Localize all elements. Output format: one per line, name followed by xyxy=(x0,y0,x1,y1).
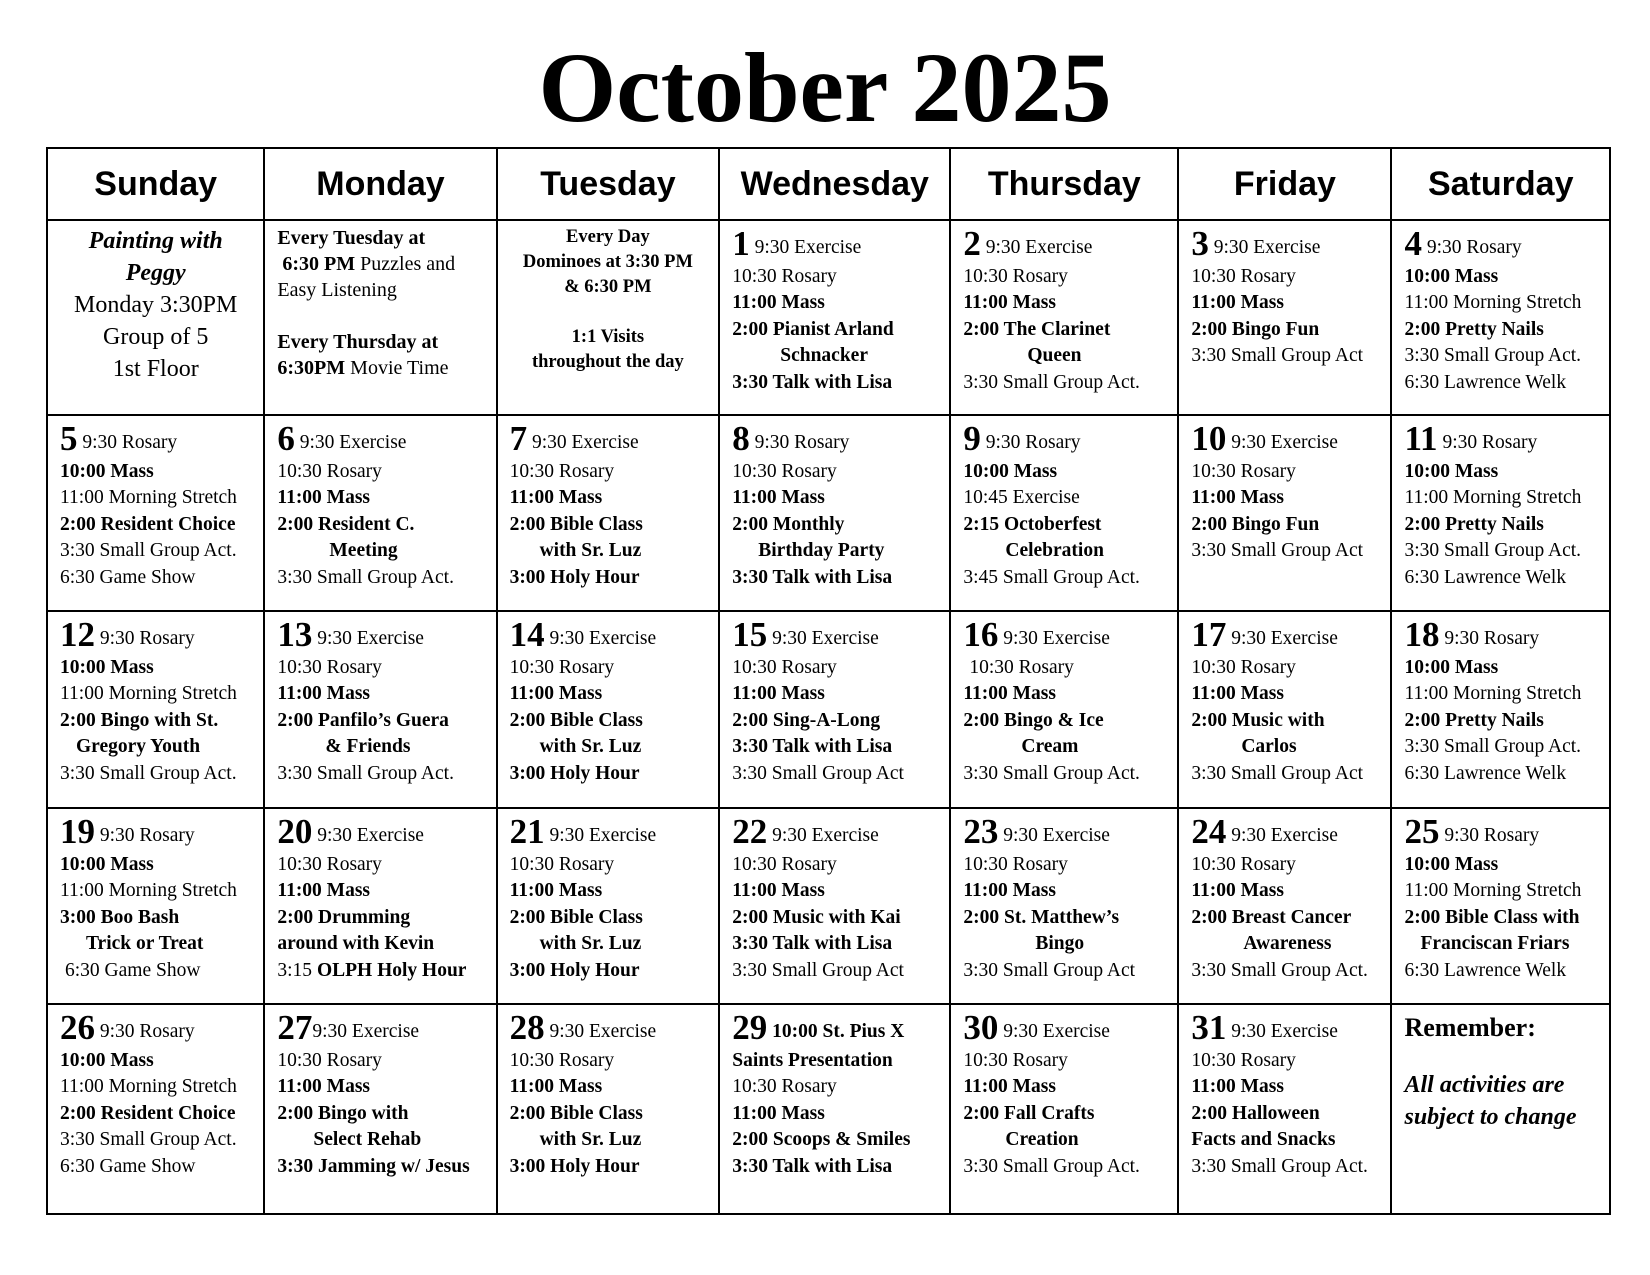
activity: 10:30 Rosary xyxy=(277,1049,382,1071)
activity: 2:00 Resident Choice xyxy=(60,1102,236,1124)
activity: 3:30 Small Group Act. xyxy=(277,566,454,588)
weekday-header-monday: Monday xyxy=(264,148,496,220)
activity: 3:30 Small Group Act. xyxy=(60,540,237,561)
note-line: 1:1 Visits xyxy=(571,327,645,347)
activity: Cream xyxy=(1021,736,1079,757)
day-cell-28 xyxy=(497,1004,720,1214)
activity: 2:00 Bible Class xyxy=(509,1102,643,1124)
day-number: 10 xyxy=(1191,419,1227,458)
activity: 2:00 St. Matthew’s xyxy=(963,906,1120,928)
activity: 2:00 Resident C. xyxy=(277,513,415,535)
day-cell-14 xyxy=(497,611,720,808)
activity: with Sr. Luz xyxy=(539,540,642,561)
day-cell-18 xyxy=(1391,611,1610,808)
activity: 3:30 Small Group Act xyxy=(1191,540,1364,561)
day-number: 21 xyxy=(509,812,545,851)
activity: 2:00 Bingo with xyxy=(277,1102,409,1124)
day-cell-4 xyxy=(1391,220,1610,415)
activity: 11:00 Mass xyxy=(1191,1076,1284,1097)
day-number: 6 xyxy=(277,419,295,458)
note-line: Group of 5 xyxy=(103,324,209,350)
activity: 9:30 Exercise xyxy=(772,628,879,649)
activity: 9:30 Exercise xyxy=(985,237,1093,258)
activity: 11:00 Morning Stretch xyxy=(1404,292,1582,313)
week-row-1 xyxy=(47,220,1610,415)
activity: 9:30 Exercise xyxy=(1231,432,1338,453)
activity: 11:00 Morning Stretch xyxy=(60,683,237,704)
note-line: Dominoes at 3:30 PM xyxy=(522,252,693,272)
activity: 11:00 Mass xyxy=(509,683,603,704)
day-cell-24 xyxy=(1178,808,1391,1004)
weekday-header-sunday: Sunday xyxy=(47,148,264,220)
activity: 6:30 Game Show xyxy=(60,1155,196,1177)
activity: Trick or Treat xyxy=(86,933,204,954)
activity: 11:00 Morning Stretch xyxy=(1404,487,1582,508)
day-number: 3 xyxy=(1191,224,1209,263)
activity: 10:30 Rosary xyxy=(509,853,615,875)
activity: 6:30 Lawrence Welk xyxy=(1404,959,1567,981)
note-line: Easy Listening xyxy=(277,279,397,301)
day-cell-13 xyxy=(264,611,496,808)
weekday-header-wednesday: Wednesday xyxy=(719,148,950,220)
page-title: October 2025 xyxy=(538,32,1112,143)
activity: 9:30 Exercise xyxy=(317,628,424,649)
activity: Saints Presentation xyxy=(732,1049,893,1071)
note-line: Movie Time xyxy=(345,357,449,379)
activity: 10:30 Rosary xyxy=(1191,1049,1296,1071)
weekday-header-friday: Friday xyxy=(1178,148,1391,220)
day-number: 16 xyxy=(963,615,999,654)
activity: Meeting xyxy=(329,540,398,561)
activity: 10:30 Rosary xyxy=(277,853,382,875)
activity: Schnacker xyxy=(780,345,868,366)
activity: 10:00 Mass xyxy=(1404,265,1499,287)
day-number: 15 xyxy=(732,615,768,654)
note-line: & 6:30 PM xyxy=(564,277,652,297)
day-number: 19 xyxy=(60,812,95,851)
day-cell-19 xyxy=(47,808,264,1004)
activity: 11:00 Mass xyxy=(732,292,825,313)
activity: 10:30 Rosary xyxy=(1191,853,1296,875)
activity: 3:30 Talk with Lisa xyxy=(732,566,893,588)
activity: 11:00 Mass xyxy=(1191,487,1284,508)
activity: around with Kevin xyxy=(277,933,435,954)
day-number: 12 xyxy=(60,615,95,654)
activity: 10:30 Rosary xyxy=(1191,460,1296,482)
activity: 11:00 Mass xyxy=(277,683,371,704)
activity: 9:30 Exercise xyxy=(299,432,407,453)
activity: 11:00 Mass xyxy=(732,1102,825,1124)
activity: 10:00 Mass xyxy=(1404,460,1499,482)
activity: 9:30 Rosary xyxy=(99,628,195,649)
activity: 10:30 Rosary xyxy=(963,1049,1068,1071)
activity: Franciscan Friars xyxy=(1420,933,1570,954)
activity: 11:00 Mass xyxy=(963,880,1056,901)
activity: 3:30 Small Group Act xyxy=(732,762,904,784)
activity: 2:00 Bingo & Ice xyxy=(963,709,1104,731)
activity: Birthday Party xyxy=(758,540,885,561)
activity: 10:30 Rosary xyxy=(509,656,615,678)
day-number: 26 xyxy=(60,1008,95,1047)
day-number: 28 xyxy=(509,1008,545,1047)
activity: 10:30 Rosary xyxy=(1191,656,1296,678)
activity: 6:30 Lawrence Welk xyxy=(1404,762,1567,784)
day-number: 1 xyxy=(732,224,750,263)
activity: 9:30 Exercise xyxy=(1003,825,1110,846)
day-cell-25 xyxy=(1391,808,1610,1004)
activity: with Sr. Luz xyxy=(539,1129,642,1150)
day-cell-20 xyxy=(264,808,496,1004)
activity: 11:00 Mass xyxy=(277,880,371,901)
note-cell-monday xyxy=(264,220,496,415)
day-number: 17 xyxy=(1191,615,1227,654)
activity: 2:00 Pretty Nails xyxy=(1404,513,1544,535)
activity: 2:00 Scoops & Smiles xyxy=(732,1129,911,1150)
activity: 11:00 Mass xyxy=(732,880,825,901)
activity: 9:30 Rosary xyxy=(1444,628,1540,649)
activity: 6:30 Lawrence Welk xyxy=(1404,566,1567,588)
activity: 2:00 Bingo Fun xyxy=(1191,513,1320,535)
activity: 9:30 Exercise xyxy=(754,237,862,258)
note-line: Every Day xyxy=(566,227,650,247)
activity: 11:00 Mass xyxy=(277,1076,371,1097)
note-line: Every Tuesday at xyxy=(277,227,426,249)
activity: 11:00 Mass xyxy=(509,880,603,901)
day-cell-29 xyxy=(719,1004,950,1214)
note-title: Peggy xyxy=(125,260,186,286)
activity: 10:30 Rosary xyxy=(509,460,615,482)
activity: 3:00 Holy Hour xyxy=(509,566,640,588)
day-cell-8 xyxy=(719,415,950,611)
activity: 2:00 Bingo with St. xyxy=(60,709,219,731)
activity: 3:30 Talk with Lisa xyxy=(732,933,893,954)
activity: 11:00 Mass xyxy=(1191,683,1284,704)
activity: 11:00 Morning Stretch xyxy=(60,1076,237,1097)
activity: Awareness xyxy=(1243,933,1332,954)
activity: OLPH Holy Hour xyxy=(316,959,467,981)
note-line: throughout the day xyxy=(531,352,684,372)
day-cell-1 xyxy=(719,220,950,415)
activity: Creation xyxy=(1005,1129,1079,1150)
activity: 9:30 Exercise xyxy=(1231,825,1338,846)
activity: 9:30 Rosary xyxy=(99,825,195,846)
activity: 3:30 Talk with Lisa xyxy=(732,371,893,393)
activity: 3:30 Small Group Act. xyxy=(963,371,1140,393)
activity: 11:00 Mass xyxy=(732,683,825,704)
day-number: 29 xyxy=(732,1008,768,1047)
day-cell-21 xyxy=(497,808,720,1004)
activity: 10:30 Rosary xyxy=(277,460,382,482)
activity: 9:30 Exercise xyxy=(1231,628,1338,649)
day-cell-5 xyxy=(47,415,264,611)
activity: 9:30 Rosary xyxy=(1426,237,1522,258)
day-number: 5 xyxy=(60,419,78,458)
activity: & Friends xyxy=(325,736,411,757)
day-number: 22 xyxy=(732,812,768,851)
activity: Gregory Youth xyxy=(76,736,201,757)
activity: 3:00 Holy Hour xyxy=(509,959,640,981)
weekday-header-saturday: Saturday xyxy=(1391,148,1610,220)
activity: 2:15 Octoberfest xyxy=(963,513,1102,535)
activity: 9:30 Rosary xyxy=(754,432,850,453)
note-line: 1st Floor xyxy=(112,356,199,382)
activity: with Sr. Luz xyxy=(539,933,642,954)
note-cell-tuesday xyxy=(497,220,720,415)
activity: 11:00 Mass xyxy=(963,292,1056,313)
activity: 9:30 Rosary xyxy=(985,432,1081,453)
activity: 11:00 Mass xyxy=(1191,292,1284,313)
activity: 2:00 Resident Choice xyxy=(60,513,236,535)
activity: 11:00 Mass xyxy=(277,487,371,508)
remember-heading: Remember: xyxy=(1404,1013,1536,1042)
day-number: 25 xyxy=(1404,812,1440,851)
activity: 6:30 Lawrence Welk xyxy=(1404,371,1567,393)
week-row-4 xyxy=(47,808,1610,1004)
activity: 10:00 Mass xyxy=(1404,853,1499,875)
activity: 10:00 St. Pius X xyxy=(772,1021,905,1042)
activity-time: 3:15 xyxy=(277,959,313,981)
activity: 9:30 Exercise xyxy=(1231,1021,1338,1042)
day-number: 30 xyxy=(963,1008,999,1047)
activity: 10:30 Rosary xyxy=(1191,265,1296,287)
activity: 3:30 Small Group Act. xyxy=(60,1129,237,1150)
activity: 10:00 Mass xyxy=(1404,656,1499,678)
day-number: 11 xyxy=(1404,419,1438,458)
day-number: 13 xyxy=(277,615,313,654)
activity: 10:00 Mass xyxy=(60,1049,154,1071)
day-cell-7 xyxy=(497,415,720,611)
activity: 9:30 Rosary xyxy=(1442,432,1538,453)
activity: 3:30 Small Group Act. xyxy=(277,762,454,784)
activity: 11:00 Mass xyxy=(963,683,1056,704)
activity: 3:30 Small Group Act xyxy=(1191,345,1364,366)
remember-note: All activities are xyxy=(1404,1072,1565,1098)
day-cell-2 xyxy=(950,220,1178,415)
activity: 3:30 Small Group Act. xyxy=(963,1155,1140,1177)
day-cell-12 xyxy=(47,611,264,808)
calendar-grid xyxy=(46,147,1611,1215)
day-cell-30 xyxy=(950,1004,1178,1214)
day-cell-27 xyxy=(264,1004,496,1214)
day-cell-22 xyxy=(719,808,950,1004)
activity: 9:30 Exercise xyxy=(549,628,657,649)
day-cell-10 xyxy=(1178,415,1391,611)
activity: 2:00 Bible Class xyxy=(509,709,643,731)
weekday-header-thursday: Thursday xyxy=(950,148,1178,220)
week-row-2 xyxy=(47,415,1610,611)
day-number: 24 xyxy=(1191,812,1227,851)
note-title: Painting with xyxy=(88,228,223,254)
activity: 9:30 Exercise xyxy=(1003,1021,1110,1042)
activity: 9:30 Exercise xyxy=(1003,628,1110,649)
activity: 10:30 Rosary xyxy=(732,656,837,678)
activity: with Sr. Luz xyxy=(539,736,642,757)
note-line: Every Thursday at xyxy=(277,331,439,353)
week-row-3 xyxy=(47,611,1610,808)
activity: 10:30 Rosary xyxy=(732,1076,837,1097)
activity: Celebration xyxy=(1005,540,1104,561)
activity: 10:00 Mass xyxy=(60,853,154,875)
activity: Carlos xyxy=(1241,736,1297,757)
day-number: 31 xyxy=(1191,1008,1227,1047)
activity: 2:00 Monthly xyxy=(732,513,845,535)
day-cell-23 xyxy=(950,808,1178,1004)
activity: 9:30 Exercise xyxy=(531,432,639,453)
activity: 11:00 Morning Stretch xyxy=(1404,880,1582,901)
activity: 10:30 Rosary xyxy=(732,265,837,287)
week-row-5 xyxy=(47,1004,1610,1214)
activity: 3:30 Small Group Act xyxy=(732,959,904,981)
activity: 9:30 Exercise xyxy=(772,825,879,846)
day-number: 7 xyxy=(509,419,528,458)
activity: 3:30 Small Group Act. xyxy=(1404,540,1582,561)
day-cell-9 xyxy=(950,415,1178,611)
activity: 3:00 Holy Hour xyxy=(509,762,640,784)
day-cell-16 xyxy=(950,611,1178,808)
activity: 2:00 Music with xyxy=(1191,709,1325,731)
activity: Facts and Snacks xyxy=(1191,1129,1336,1150)
activity: 6:30 Game Show xyxy=(65,959,201,981)
activity: Select Rehab xyxy=(313,1129,422,1150)
activity: 9:30 Rosary xyxy=(1444,825,1540,846)
activity: 9:30 Rosary xyxy=(99,1021,195,1042)
weekday-header-tuesday: Tuesday xyxy=(497,148,720,220)
activity: 3:30 Small Group Act xyxy=(1191,762,1364,784)
activity: 2:00 Sing-A-Long xyxy=(732,709,881,731)
activity: 10:30 Rosary xyxy=(963,853,1068,875)
activity: 2:00 Music with Kai xyxy=(732,906,901,928)
activity: 3:30 Small Group Act. xyxy=(1191,959,1368,981)
day-cell-6 xyxy=(264,415,496,611)
activity: 2:00 Panfilo’s Guera xyxy=(277,709,449,731)
activity: 9:30 Rosary xyxy=(82,432,178,453)
activity: 9:30 Exercise xyxy=(549,825,657,846)
activity: 10:00 Mass xyxy=(963,460,1058,482)
note-time: 6:30 PM xyxy=(282,253,356,275)
day-number: 18 xyxy=(1404,615,1440,654)
activity: 3:45 Small Group Act. xyxy=(963,566,1140,588)
activity: 3:30 Small Group Act xyxy=(963,959,1136,981)
activity: 3:30 Small Group Act. xyxy=(963,762,1140,784)
activity: 10:45 Exercise xyxy=(963,487,1080,508)
activity: 3:30 Small Group Act. xyxy=(1404,736,1582,757)
day-number: 14 xyxy=(509,615,545,654)
activity: 9:30 Exercise xyxy=(549,1021,657,1042)
day-number: 23 xyxy=(963,812,999,851)
day-cell-17 xyxy=(1178,611,1391,808)
note-line: Puzzles and xyxy=(355,253,456,275)
activity: 2:00 Breast Cancer xyxy=(1191,906,1352,928)
activity: 2:00 The Clarinet xyxy=(963,318,1111,340)
activity: 10:30 Rosary xyxy=(732,460,837,482)
note-line: Monday 3:30PM xyxy=(74,292,238,318)
day-number: 20 xyxy=(277,812,313,851)
activity: 10:30 Rosary xyxy=(732,853,837,875)
activity: 10:00 Mass xyxy=(60,460,154,482)
day-cell-3 xyxy=(1178,220,1391,415)
remember-note: subject to change xyxy=(1404,1104,1577,1130)
activity: 10:00 Mass xyxy=(60,656,154,678)
activity: 3:00 Holy Hour xyxy=(509,1155,640,1177)
activity: 11:00 Mass xyxy=(509,487,603,508)
day-number: 27 xyxy=(277,1008,313,1047)
activity: 3:30 Small Group Act. xyxy=(60,762,237,784)
activity: 10:30 Rosary xyxy=(509,1049,615,1071)
day-number: 4 xyxy=(1404,224,1422,263)
remember-cell xyxy=(1391,1004,1610,1214)
activity: 2:00 Pretty Nails xyxy=(1404,318,1544,340)
activity: 2:00 Bible Class with xyxy=(1404,906,1580,928)
day-cell-26 xyxy=(47,1004,264,1214)
activity: 11:00 Morning Stretch xyxy=(1404,683,1582,704)
activity: 2:00 Pretty Nails xyxy=(1404,709,1544,731)
activity: 3:30 Talk with Lisa xyxy=(732,736,893,757)
activity: 3:30 Small Group Act. xyxy=(1404,345,1582,366)
note-time: 6:30PM xyxy=(277,357,346,379)
activity: 2:00 Drumming xyxy=(277,906,411,928)
activity: 9:30 Exercise xyxy=(312,1021,420,1042)
activity: 3:30 Small Group Act. xyxy=(1191,1155,1368,1177)
activity: 6:30 Game Show xyxy=(60,566,196,588)
activity: 11:00 Mass xyxy=(509,1076,603,1097)
activity: 2:00 Bingo Fun xyxy=(1191,318,1320,340)
activity: 2:00 Pianist Arland xyxy=(732,318,894,340)
activity: 9:30 Exercise xyxy=(1213,237,1321,258)
activity: 3:30 Jamming w/ Jesus xyxy=(277,1155,470,1177)
day-number: 8 xyxy=(732,419,750,458)
activity: 2:00 Bible Class xyxy=(509,906,643,928)
note-cell-sunday xyxy=(47,220,264,415)
day-cell-31 xyxy=(1178,1004,1391,1214)
activity: 2:00 Bible Class xyxy=(509,513,643,535)
activity: 2:00 Halloween xyxy=(1191,1102,1320,1124)
activity: 2:00 Fall Crafts xyxy=(963,1102,1095,1124)
activity: 11:00 Morning Stretch xyxy=(60,487,237,508)
activity: 11:00 Mass xyxy=(1191,880,1284,901)
activity: 10:30 Rosary xyxy=(963,265,1068,287)
activity: 10:30 Rosary xyxy=(277,656,382,678)
activity: 9:30 Exercise xyxy=(317,825,424,846)
day-number: 9 xyxy=(963,419,981,458)
activity: 10:30 Rosary xyxy=(969,656,1074,678)
weekday-header-row xyxy=(47,148,1610,220)
day-number: 2 xyxy=(963,224,981,263)
activity: 11:00 Mass xyxy=(732,487,825,508)
activity: 3:30 Talk with Lisa xyxy=(732,1155,893,1177)
day-cell-11 xyxy=(1391,415,1610,611)
day-cell-15 xyxy=(719,611,950,808)
activity: 3:00 Boo Bash xyxy=(60,906,180,928)
activity: 11:00 Morning Stretch xyxy=(60,880,237,901)
activity: Queen xyxy=(1027,345,1082,366)
activity: Bingo xyxy=(1035,933,1085,954)
activity: 11:00 Mass xyxy=(963,1076,1056,1097)
